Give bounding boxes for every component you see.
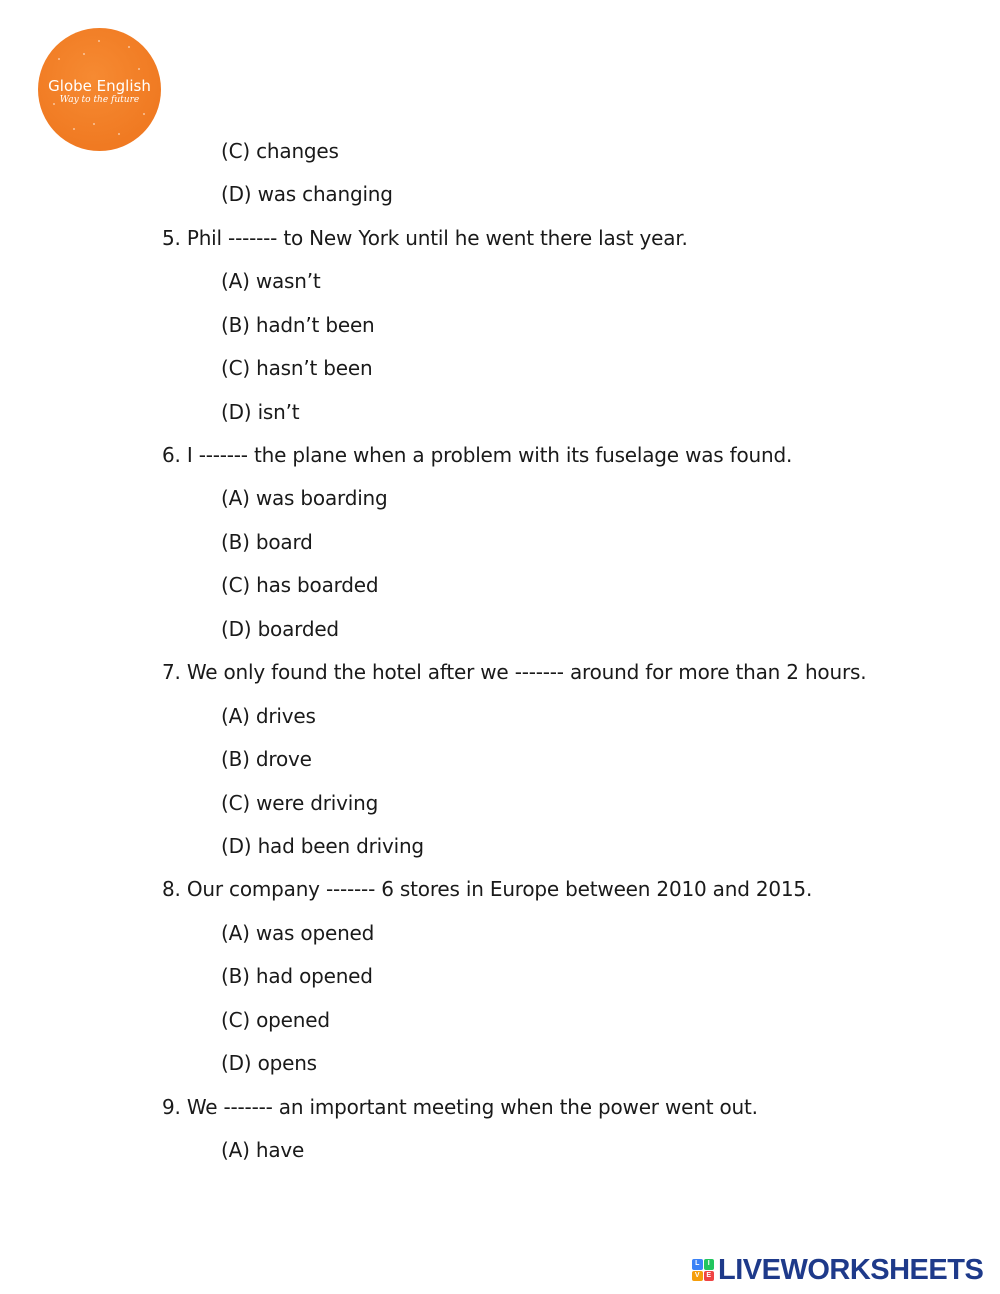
question-7-prompt: 7. We only found the hotel after we ------- around for more than 2 hours.	[162, 660, 867, 684]
option-6a[interactable]: (A) was boarding	[221, 486, 388, 510]
question-9-prompt: 9. We ------- an important meeting when the power went out.	[162, 1095, 758, 1119]
option-8c[interactable]: (C) opened	[221, 1008, 330, 1032]
liveworksheets-wordmark: LIVEWORKSHEETS	[718, 1254, 984, 1286]
question-6-prompt: 6. I ------- the plane when a problem with its fuselage was found.	[162, 443, 793, 467]
liveworksheets-brand	[692, 1256, 983, 1284]
logo-title: Globe English	[48, 76, 151, 95]
option-5b[interactable]: (B) hadn’t been	[221, 313, 375, 337]
option-6b[interactable]: (B) board	[221, 530, 313, 554]
option-7a[interactable]: (A) drives	[221, 704, 316, 728]
option-8d[interactable]: (D) opens	[221, 1051, 317, 1075]
logo-tagline: Way to the future	[59, 94, 140, 105]
option-8a[interactable]: (A) was opened	[221, 921, 375, 945]
globe-english-logo	[38, 28, 161, 151]
option-9a[interactable]: (A) have	[221, 1138, 305, 1162]
option-7d[interactable]: (D) had been driving	[221, 834, 424, 858]
option-5c[interactable]: (C) hasn’t been	[221, 356, 373, 380]
option-5a[interactable]: (A) wasn’t	[221, 269, 321, 293]
mark-letter-i: I	[704, 1259, 715, 1270]
option-4d[interactable]: (D) was changing	[221, 182, 393, 206]
option-8b[interactable]: (B) had opened	[221, 964, 373, 988]
option-7b[interactable]: (B) drove	[221, 747, 312, 771]
option-7c[interactable]: (C) were driving	[221, 791, 379, 815]
option-4c[interactable]: (C) changes	[221, 139, 339, 163]
option-6c[interactable]: (C) has boarded	[221, 573, 379, 597]
mark-letter-l: L	[692, 1259, 703, 1270]
mark-letter-e: E	[704, 1271, 715, 1282]
question-5-prompt: 5. Phil ------- to New York until he went there last year.	[162, 226, 688, 250]
mark-letter-v: V	[692, 1271, 703, 1282]
liveworksheets-mark-icon	[692, 1259, 714, 1281]
question-8-prompt: 8. Our company ------- 6 stores in Europe between 2010 and 2015.	[162, 877, 813, 901]
option-5d[interactable]: (D) isn’t	[221, 400, 300, 424]
option-6d[interactable]: (D) boarded	[221, 617, 339, 641]
